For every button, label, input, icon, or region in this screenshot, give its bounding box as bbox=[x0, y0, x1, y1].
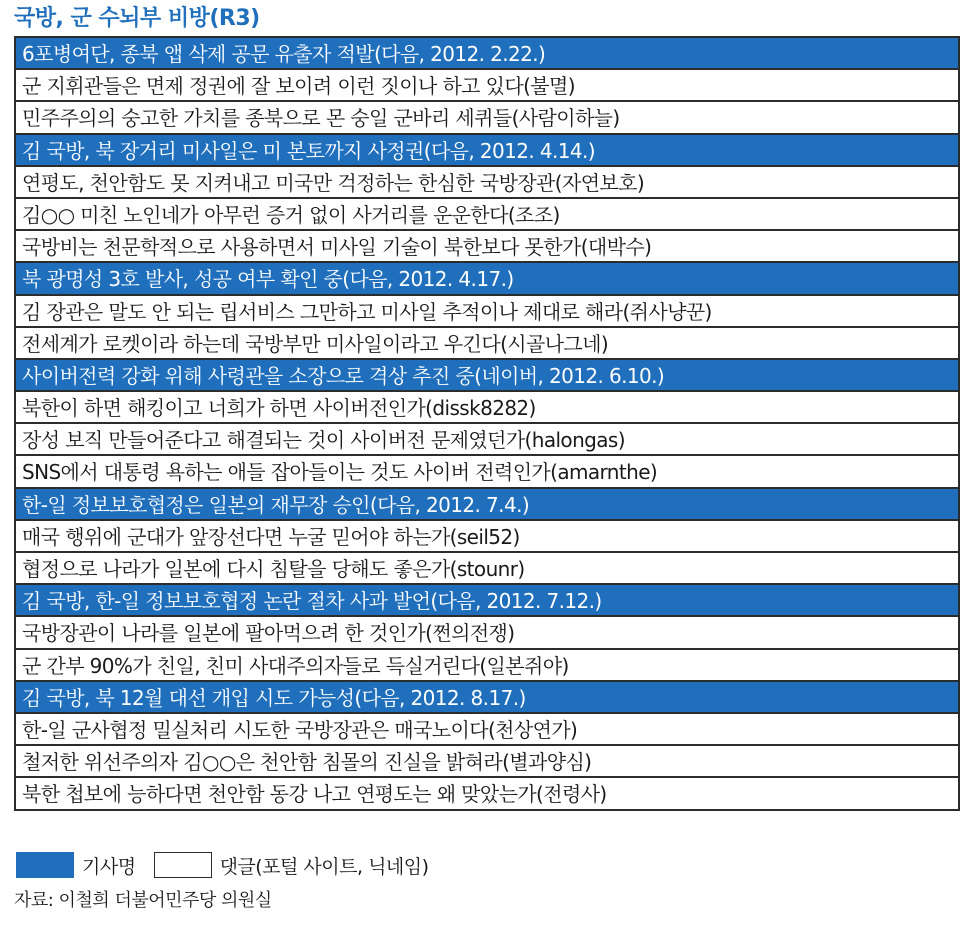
comment-row: 북한 첩보에 능하다면 천안함 동강 나고 연평도는 왜 맞았는가(전령사) bbox=[16, 778, 958, 810]
article-comment-table bbox=[14, 36, 960, 811]
comment-row: 김 장관은 말도 안 되는 립서비스 그만하고 미사일 추적이나 제대로 해라(쥐사냥꾼) bbox=[16, 296, 958, 328]
comment-row: 한-일 군사협정 밀실처리 시도한 국방장관은 매국노이다(천상연가) bbox=[16, 714, 958, 746]
comment-row: 장성 보직 만들어준다고 해결되는 것이 사이버전 문제였던가(halongas) bbox=[16, 424, 958, 456]
comment-row: 북한이 하면 해킹이고 너희가 하면 사이버전인가(dissk8282) bbox=[16, 392, 958, 424]
comment-row: 김○○ 미친 노인네가 아무런 증거 없이 사거리를 운운한다(조조) bbox=[16, 199, 958, 231]
page-title: 국방, 군 수뇌부 비방(R3) bbox=[14, 6, 260, 31]
legend-swatch-headline bbox=[16, 852, 74, 878]
article-headline-row: 6포병여단, 종북 앱 삭제 공문 유출자 적발(다음, 2012. 2.22.) bbox=[16, 38, 958, 70]
comment-row: 전세계가 로켓이라 하는데 국방부만 미사일이라고 우긴다(시골나그네) bbox=[16, 328, 958, 360]
article-headline-row: 김 국방, 북 12월 대선 개입 시도 가능성(다음, 2012. 8.17.) bbox=[16, 682, 958, 714]
article-headline-row: 한-일 정보보호협정은 일본의 재무장 승인(다음, 2012. 7.4.) bbox=[16, 489, 958, 521]
comment-row: SNS에서 대통령 욕하는 애들 잡아들이는 것도 사이버 전력인가(amarnthe) bbox=[16, 456, 958, 488]
source-note: 자료: 이철희 더불어민주당 의원실 bbox=[14, 890, 272, 911]
comment-row: 협정으로 나라가 일본에 다시 침탈을 당해도 좋은가(stounr) bbox=[16, 553, 958, 585]
article-headline-row: 북 광명성 3호 발사, 성공 여부 확인 중(다음, 2012. 4.17.) bbox=[16, 263, 958, 295]
comment-row: 국방장관이 나라를 일본에 팔아먹으려 한 것인가(쩐의전쟁) bbox=[16, 617, 958, 649]
legend bbox=[16, 850, 429, 880]
comment-row: 매국 행위에 군대가 앞장선다면 누굴 믿어야 하는가(seil52) bbox=[16, 521, 958, 553]
comment-row: 군 지휘관들은 면제 정권에 잘 보이려 이런 짓이나 하고 있다(불멸) bbox=[16, 70, 958, 102]
comment-row: 군 간부 90%가 친일, 친미 사대주의자들로 득실거린다(일본쥐야) bbox=[16, 650, 958, 682]
article-headline-row: 김 국방, 북 장거리 미사일은 미 본토까지 사정권(다음, 2012. 4.14.) bbox=[16, 135, 958, 167]
legend-swatch-comment bbox=[154, 852, 212, 878]
legend-label-comment: 댓글(포털 사이트, 닉네임) bbox=[219, 855, 429, 878]
article-headline-row: 김 국방, 한-일 정보보호협정 논란 절차 사과 발언(다음, 2012. 7.12.) bbox=[16, 585, 958, 617]
comment-row: 철저한 위선주의자 김○○은 천안함 침몰의 진실을 밝혀라(별과양심) bbox=[16, 746, 958, 778]
article-headline-row: 사이버전력 강화 위해 사령관을 소장으로 격상 추진 중(네이버, 2012. 6.10.) bbox=[16, 360, 958, 392]
comment-row: 민주주의의 숭고한 가치를 종북으로 몬 숭일 군바리 세퀴들(사람이하늘) bbox=[16, 102, 958, 134]
comment-row: 국방비는 천문학적으로 사용하면서 미사일 기술이 북한보다 못한가(대박수) bbox=[16, 231, 958, 263]
legend-label-headline: 기사명 bbox=[82, 855, 136, 878]
comment-row: 연평도, 천안함도 못 지켜내고 미국만 걱정하는 한심한 국방장관(자연보호) bbox=[16, 167, 958, 199]
